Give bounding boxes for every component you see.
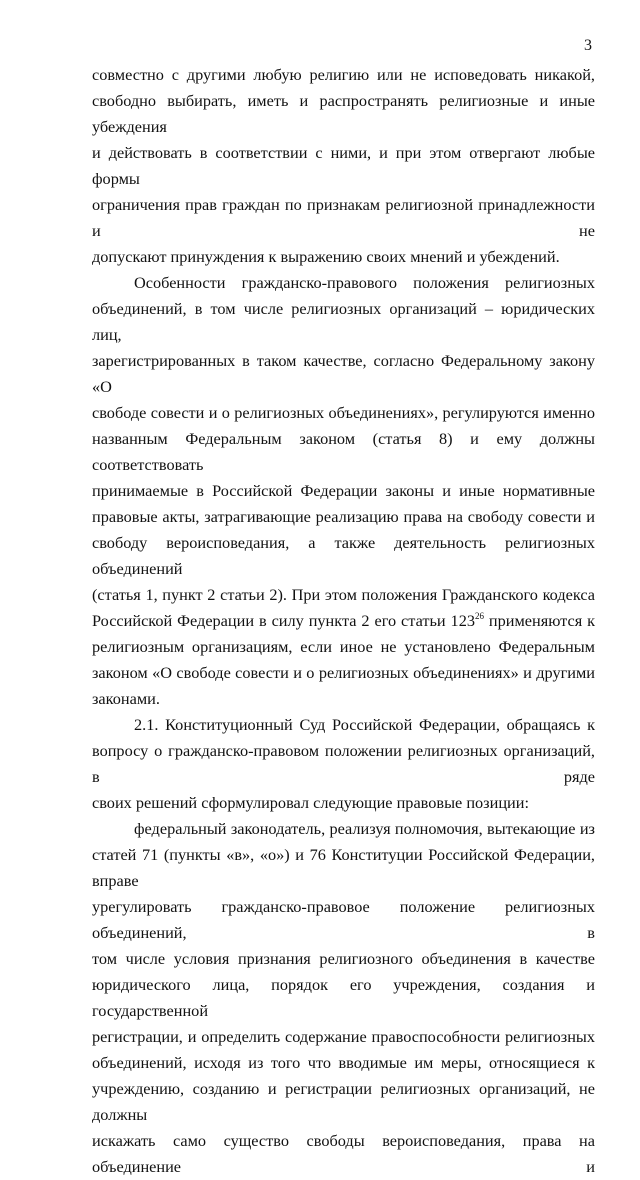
text-line bbox=[92, 504, 595, 530]
text-line-content: вопросу о гражданско-правовом положении религиозных организаций, в ряде bbox=[92, 741, 595, 786]
text-line bbox=[92, 634, 595, 660]
text-line-content: объединений, исходя из того что вводимые им меры, относящиеся к bbox=[92, 1053, 595, 1072]
text-line bbox=[92, 270, 595, 296]
text-line bbox=[92, 62, 595, 88]
text-line-content: свободу вероисповедания, а также деятельность религиозных объединений bbox=[92, 533, 595, 578]
text-line bbox=[92, 608, 595, 634]
text-line-content: 2.1. Конституционный Суд Российской Федерации, обращаясь к bbox=[134, 715, 595, 734]
text-line bbox=[92, 478, 595, 504]
text-line-content: регистрации, и определить содержание правоспособности религиозных bbox=[92, 1027, 595, 1046]
text-line-continuation: применяются к bbox=[483, 611, 596, 630]
text-line-content: том числе условия признания религиозного объединения в качестве bbox=[92, 949, 595, 968]
text-line bbox=[92, 660, 595, 686]
text-line bbox=[92, 790, 595, 816]
text-line bbox=[92, 192, 595, 244]
text-line-content: совместно с другими любую религию или не исповедовать никакой, bbox=[92, 65, 595, 84]
text-line bbox=[92, 1076, 595, 1128]
text-line bbox=[92, 582, 595, 608]
text-line bbox=[92, 348, 595, 400]
text-line-content: Российской Федерации в силу пункта 2 его статьи 123 bbox=[92, 611, 475, 630]
text-line-content: принимаемые в Российской Федерации законы и иные нормативные bbox=[92, 481, 595, 500]
text-line-content: своих решений сформулировал следующие правовые позиции: bbox=[92, 793, 529, 812]
text-line-content: ограничения прав граждан по признакам религиозной принадлежности и не bbox=[92, 195, 595, 240]
text-line-content: объединений, в том числе религиозных организаций – юридических лиц, bbox=[92, 299, 595, 344]
text-line-content: допускают принуждения к выражению своих мнений и убеждений. bbox=[92, 247, 560, 266]
text-line-content: свободно выбирать, иметь и распространять религиозные и иные убеждения bbox=[92, 91, 595, 136]
text-line-content: зарегистрированных в таком качестве, согласно Федеральному закону «О bbox=[92, 351, 595, 396]
text-line bbox=[92, 296, 595, 348]
text-line bbox=[92, 972, 595, 1024]
text-line-content: правовые акты, затрагивающие реализацию права на свободу совести и bbox=[92, 507, 595, 526]
text-line bbox=[92, 400, 595, 426]
text-line-content: (статья 1, пункт 2 статьи 2). При этом положения Гражданского кодекса bbox=[92, 585, 595, 604]
page-number: 3 bbox=[584, 37, 592, 54]
text-line-content: урегулировать гражданско-правовое положение религиозных объединений, в bbox=[92, 897, 595, 942]
text-line bbox=[92, 686, 595, 712]
text-line-content: свободе совести и о религиозных объединениях», регулируются именно bbox=[92, 403, 595, 422]
text-line-content: искажать само существо свободы вероисповедания, права на объединение и bbox=[92, 1131, 595, 1176]
text-line bbox=[92, 1024, 595, 1050]
text-line bbox=[92, 88, 595, 140]
text-line-content: федеральный законодатель, реализуя полномочия, вытекающие из bbox=[134, 819, 595, 838]
text-line-content: законом «О свободе совести и о религиозных объединениях» и другими bbox=[92, 663, 595, 682]
text-line bbox=[92, 738, 595, 790]
text-line bbox=[92, 140, 595, 192]
text-line bbox=[92, 1128, 595, 1180]
text-line bbox=[92, 816, 595, 842]
text-line bbox=[92, 530, 595, 582]
footnote-reference: 26 bbox=[474, 611, 484, 621]
text-line bbox=[92, 712, 595, 738]
text-line bbox=[92, 946, 595, 972]
document-body bbox=[92, 62, 595, 1180]
text-line-content: и действовать в соответствии с ними, и при этом отвергают любые формы bbox=[92, 143, 595, 188]
text-line-content: названным Федеральным законом (статья 8) и ему должны соответствовать bbox=[92, 429, 595, 474]
text-line-content: Особенности гражданско-правового положения религиозных bbox=[134, 273, 595, 292]
text-line-content: юридического лица, порядок его учреждения, создания и государственной bbox=[92, 975, 595, 1020]
text-line-content: религиозным организациям, если иное не установлено Федеральным bbox=[92, 637, 595, 656]
text-line bbox=[92, 426, 595, 478]
text-line-content: законами. bbox=[92, 689, 160, 708]
text-line bbox=[92, 1050, 595, 1076]
text-line bbox=[92, 894, 595, 946]
text-line bbox=[92, 842, 595, 894]
text-line-content: учреждению, созданию и регистрации религиозных организаций, не должны bbox=[92, 1079, 595, 1124]
text-line bbox=[92, 244, 595, 270]
text-line-content: статей 71 (пункты «в», «о») и 76 Конституции Российской Федерации, вправе bbox=[92, 845, 595, 890]
